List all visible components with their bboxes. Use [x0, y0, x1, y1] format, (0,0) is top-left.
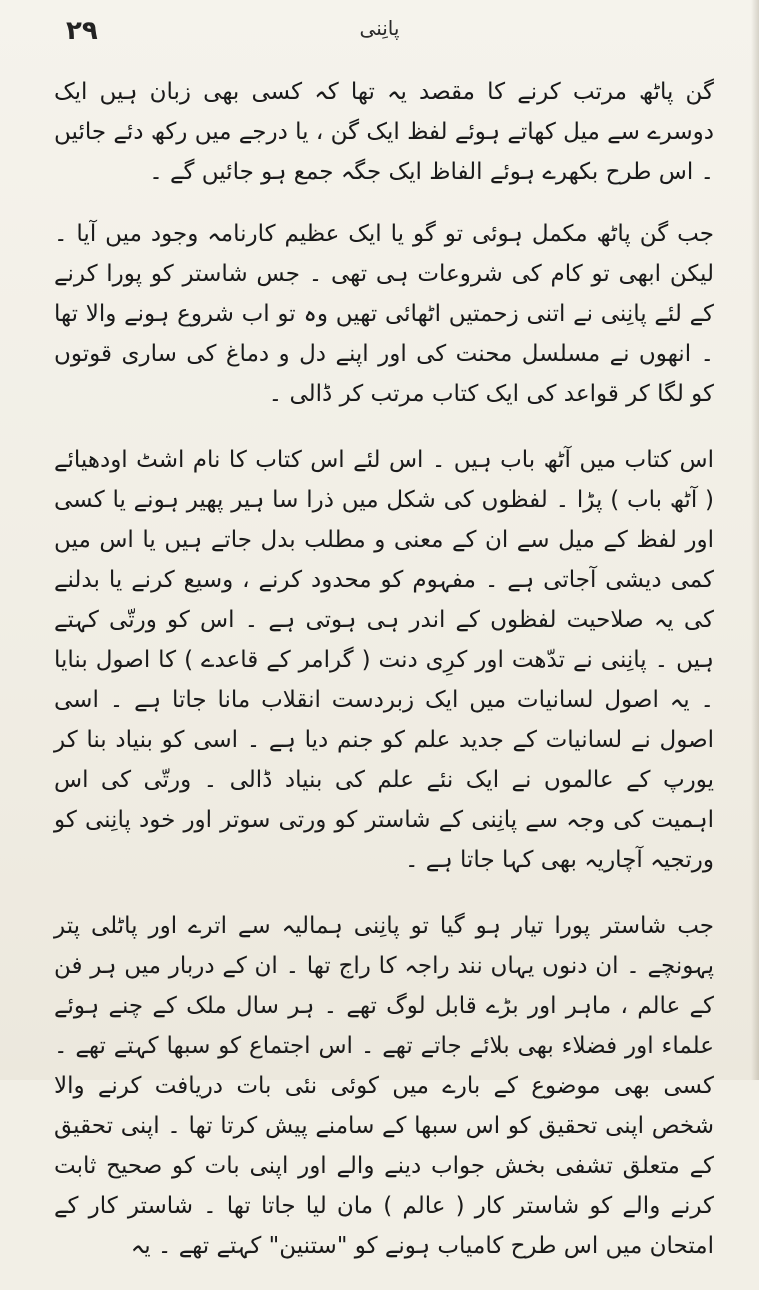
- paragraph: جب گن پاٹھ مکمل ہوئی تو گو یا ایک عظیم کارنامہ وجود میں آیا ۔ لیکن ابھی تو کام کی شروعات ہی تھی ۔ جس شاستر کو پورا کرنے کے لئے پانِنی نے اتنی زحمتیں اٹھائی تھیں وہ تو اب شروع ہونے والا تھا ۔ انھوں نے مسلسل محنت کی اور اپنے دل و دماغ کی ساری قوتوں کو لگا کر قواعد کی ایک کتاب مرتب کر ڈالی ۔: [54, 221, 714, 407]
- page-number: ۲۹: [66, 16, 98, 46]
- running-head: پانِنی: [359, 16, 400, 40]
- page-body: [54, 72, 714, 1290]
- paragraph: گن پاٹھ مرتب کرنے کا مقصد یہ تھا کہ کسی بھی زبان ہیں ایک دوسرے سے میل کھاتے ہوئے لفظ ایک گن ، یا درجے میں رکھ دئے جائیں ۔ اس طرح بکھرے ہوئے الفاظ ایک جگہ جمع ہو جائیں گے ۔: [54, 79, 714, 185]
- page-header: [0, 14, 759, 54]
- paragraph: جب شاستر پورا تیار ہو گیا تو پانِنی ہمالیہ سے اترے اور پاٹلی پتر پہونچے ۔ ان دنوں یہاں نند راجہ کا راج تھا ۔ ان کے دربار میں ہر فن کے عالم ، ماہر اور بڑے قابل لوگ تھے ۔ ہر سال ملک کے چنے ہوئے علماء اور فضلاء بھی بلائے جاتے تھے ۔ اس اجتماع کو سبھا کہتے تھے ۔ کسی بھی موضوع کے بارے میں کوئی نئی بات دریافت کرنے والا شخص اپنی تحقیق کو اس سبھا کے سامنے پیش کرتا تھا ۔ اپنی تحقیق کے متعلق تشفی بخش جواب دینے والے اور اپنی بات کو صحیح ثابت کرنے والے کو شاستر کار ( عالم ) مان لیا جاتا تھا ۔ شاستر کار کے امتحان میں اس طرح کامیاب ہونے کو "ستنین" کہتے تھے ۔ یہ: [54, 913, 714, 1259]
- page-edge-shadow: [751, 0, 759, 1080]
- paragraph: اس کتاب میں آٹھ باب ہیں ۔ اس لئے اس کتاب کا نام اشٹ اودھیائے ( آٹھ باب ) پڑا ۔ لفظوں کی شکل میں ذرا سا ہیر پھیر ہونے یا کسی اور لفظ کے میل سے ان کے معنی و مطلب بدل جاتے ہیں یا اس میں کمی دیشی آجاتی ہے ۔ مفہوم کو محدود کرنے ، وسیع کرنے یا بدلنے کی یہ صلاحیت لفظوں کے اندر ہی ہوتی ہے ۔ اس کو ورتّی کہتے ہیں ۔ پانِنی نے تدّھت اور کرِی دنت ( گرامر کے قاعدے ) کا اصول بنایا ۔ یہ اصول لسانیات میں ایک زبردست انقلاب مانا جاتا ہے ۔ اسی اصول نے لسانیات کے جدید علم کو جنم دیا ہے ۔ اسی کو بنیاد بنا کر یورپ کے عالموں نے ایک نئے علم کی بنیاد ڈالی ۔ ورتّی کی اس اہمیت کی وجہ سے پانِنی کے شاستر کو ورتی سوتر اور خود پانِنی کو ورتجیہ آچاریہ بھی کہا جاتا ہے ۔: [54, 447, 714, 873]
